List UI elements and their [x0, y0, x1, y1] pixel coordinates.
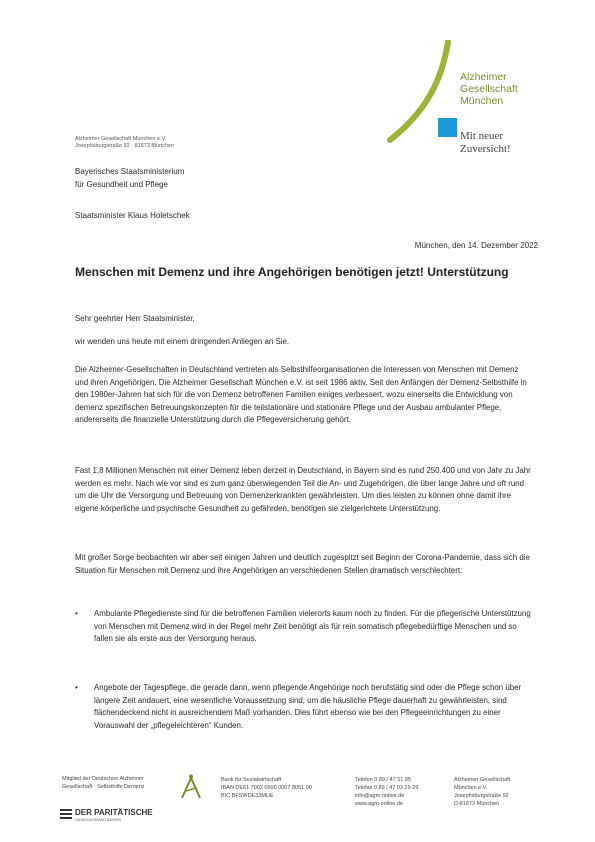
bullet-text: Ambulante Pflegedienste sind für die betroffenen Familien vielerorts kaum noch zu finden. Für die pflegerische Unterstützung von Menschen mit Demenz wird in der Regel mehr Zeit benötigt als für rein somatisch pflegebedürftige Menschen und so fallen sie als erste aus der Versorgung heraus.: [94, 609, 531, 644]
recipient-line-1: Bayerisches Staatsministerium: [75, 167, 185, 176]
paragraph-2: Fast 1,8 Millionen Menschen mit einer Demenz leben derzeit in Deutschland, in Bayern sind es rund 250.400 und von Jahr zu Jahr werden es mehr. Nach wie vor sind es zum ganz überwiegenden Teil die An- und Zugehörigen, die über lange Jahre und oft rund um die Uhr die Versorgung und Betreuung von Demenzerkrankten gewährleisten. Um dies leisten zu können ohne damit ihre eigene körperliche und psychische Gesundheit zu gefährden, benötigen sie zielgerichtete Unterstützung.: [75, 466, 531, 513]
footer-contact: [355, 776, 418, 808]
paragraph-3: Mit großer Sorge beobachten wir aber seit einigen Jahren und deutlich zugespitzt seit Beginn der Corona-Pandemie, dass sich die Situation für Menschen mit Demenz und ihre Angehörigen an verschiedenen Stellen dramatisch verschlechtert:: [75, 553, 530, 575]
contact-website[interactable]: www.agm-online.de: [355, 801, 403, 807]
paritaet-subtitle: LANDESVERBAND BAYERN: [75, 818, 122, 822]
logo-name-line-1: Alzheimer: [460, 71, 507, 83]
recipient-address: [75, 166, 184, 191]
logo-name-line-3: München: [460, 95, 504, 107]
paritaet-name: DER PARITÄTISCHE: [75, 808, 153, 817]
bullet-text: Angebote der Tagespflege, die gerade dann, wenn pflegende Angehörige noch berufstätig sind oder die Pflege schon über längere Zeit andauert, eine wesentliche Voraussetzung sind, um die häusliche Pflege dauerhaft zu gewährleisten, sind flächendeckend nicht in ausreichendem Maß vorhanden. Dies führt ebenso wie bei den Pflegeeinrichtungen zu einer Vorauswahl der „pflegeleichteren“ Kunden.: [94, 683, 522, 730]
sender-line-2: Josephsburgstraße 92 · 81673 München: [75, 143, 175, 149]
bullet-icon: •: [75, 609, 78, 618]
contact-phone: Telefon 0 89 / 47 51 85: [355, 777, 411, 783]
alzheimer-a-logo-icon: [179, 774, 203, 800]
bank-line: IBAN DE61 7002 0500 0007 8051 00: [221, 785, 312, 791]
letter-subject: Menschen mit Demenz und ihre Angehörigen benötigen jetzt! Unterstützung: [75, 265, 509, 279]
logo-slogan: [460, 130, 511, 156]
bank-line: BIC BFSWDE33MUE: [221, 793, 274, 799]
alzheimer-logo-mark-icon: [378, 40, 458, 150]
address-line: Josephsburgstraße 92: [454, 793, 509, 799]
recipient-line-2: für Gesundheit und Pflege: [75, 179, 168, 189]
paritaet-bars-icon: [60, 808, 72, 820]
place-date: München, den 14. Dezember 2022: [414, 241, 538, 250]
intro-paragraph: wir wenden uns heute mit einem dringenden Anliegen an Sie.: [75, 337, 290, 346]
footer-address: [454, 776, 510, 808]
logo-slogan-line-1: Mit neuer: [460, 130, 504, 142]
contact-email[interactable]: info@agm-online.de: [355, 793, 405, 799]
salutation: Sehr geehrter Herr Staatsminister,: [75, 314, 195, 323]
logo-name-line-2: Gesellschaft: [460, 83, 518, 95]
contact-fax: Telefax 0 89 / 47 03 29 29: [355, 785, 419, 791]
sender-line-1: Alzheimer Gesellschaft München e.V.: [75, 136, 167, 142]
footer-member-line-2: Gesellschaft · Selbsthilfe Demenz: [62, 783, 145, 790]
bullet-icon: •: [75, 683, 78, 692]
address-line: Alzheimer Gesellschaft: [454, 777, 511, 783]
paragraph-1: Die Alzheimer-Gesellschaften in Deutschland vertreten als Selbsthilfeorganisationen die Interessen von Menschen mit Demenz und ihren Angehörigen. Die Alzheimer Gesellschaft München e.V. ist seit 1986 aktiv. Seit den Anfängen der Demenz-Selbsthilfe in den 1980er-Jahren hat sich für die von Demenz betroffenen Familien einiges verbessert, wozu einerseits die Entwicklung von demenz spezifischen Betreuungskonzepten für die teilstationäre und stationäre Pflege und der Ausbau ambulanter Pflege, andererseits die finanzielle Unterstützung durch die Pflegeversicherung gehört.: [75, 365, 527, 425]
logo-slogan-line-2: Zuversicht!: [460, 143, 511, 155]
footer-bank-details: [221, 776, 312, 800]
footer-membership: [62, 776, 145, 791]
address-line: D-81673 München: [454, 801, 500, 807]
sender-return-address: [75, 136, 174, 150]
address-line: München e.V.: [454, 785, 488, 791]
logo-wordmark: [460, 71, 518, 107]
bank-line: Bank für Sozialwirtschaft: [221, 777, 282, 783]
footer-member-line-1: Mitglied der Deutschen Alzheimer: [62, 776, 144, 782]
recipient-name: Staatsminister Klaus Holetschek: [75, 211, 190, 220]
